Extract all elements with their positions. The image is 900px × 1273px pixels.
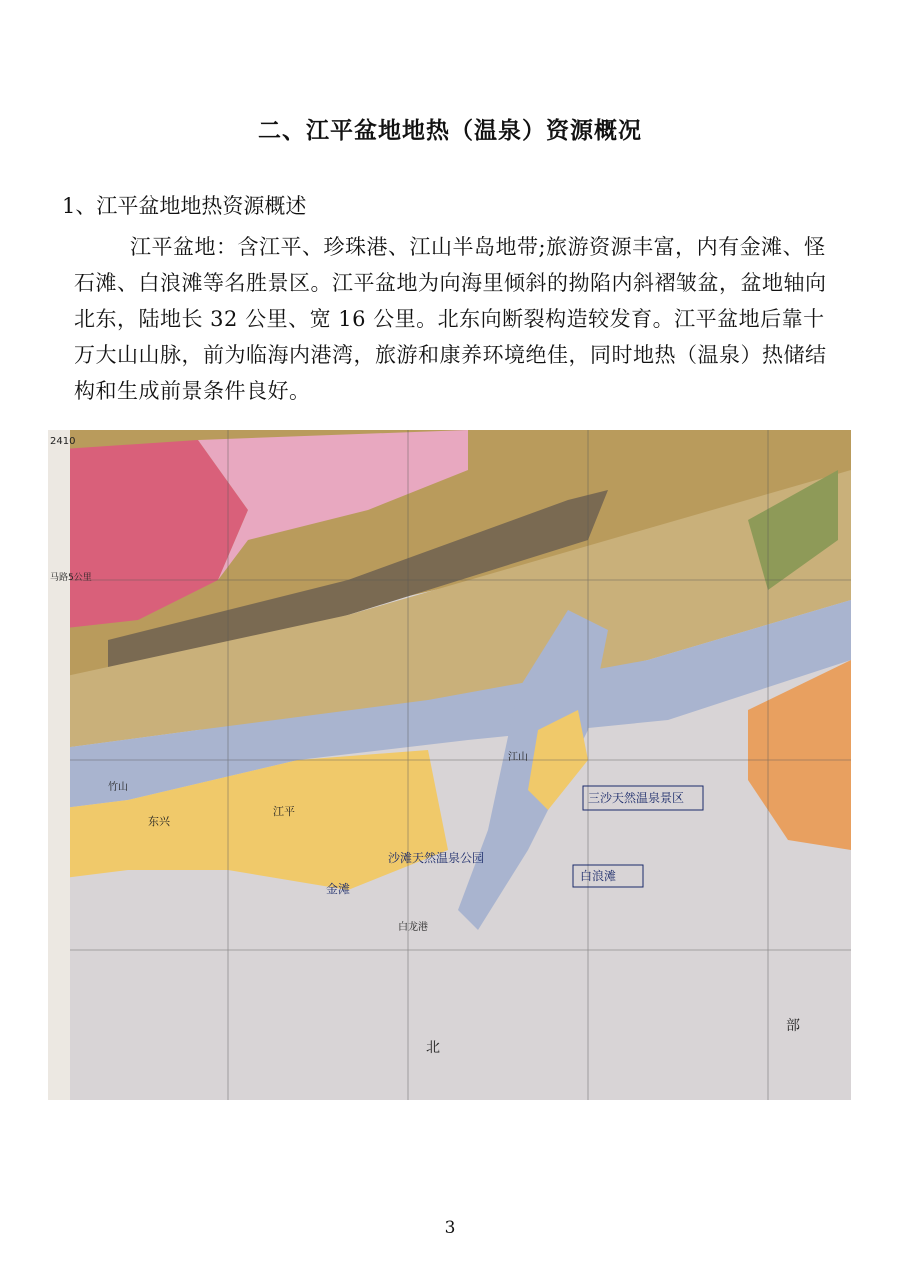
map-place-zhushan: 竹山 [108,782,128,793]
map-place-jiangping: 江平 [273,805,295,818]
map-bay-label: 北 [426,1040,440,1056]
annotation-bailang-beach: 白浪滩 [580,869,617,883]
map-place-east: 东兴 [148,815,170,828]
page-number: 3 [444,1218,456,1238]
map-bay-label-right: 部 [786,1018,800,1034]
section-heading: 1、江平盆地地热资源概述 [62,194,307,218]
map-margin-strip [48,430,70,1100]
annotation-beach-spring-park: 沙滩天然温泉公园 [388,851,485,865]
map-corner-number: 2410 [50,436,76,447]
paragraph-text: 江平盆地：含江平、珍珠港、江山半岛地带;旅游资源丰富，内有金滩、怪石滩、白浪滩等名胜景区。江平盆地为向海里倾斜的拗陷内斜褶皱盆，盆地轴向北东，陆地长 32 公里、宽 16 公里。北东向断裂构造较发育。江平盆地后靠十万大山山脉，前为临海内港湾，旅游和康养环境绝佳，同时地热（温泉）热储结构和生成前景条件良好。 [74,235,827,403]
body-paragraph [74,229,834,409]
annotation-sansha-spring: 三沙天然温泉景区 [588,791,685,805]
geological-map-photo [48,430,851,1100]
geological-map [48,430,851,1100]
map-place-jiangshan: 江山 [508,752,528,763]
map-left-margin-label: 马路5公里 [50,573,92,583]
map-place-bailong: 白龙港 [398,922,428,933]
page-title: 二、江平盆地地热（温泉）资源概况 [258,117,642,144]
annotation-jin-beach: 金滩 [326,882,351,896]
